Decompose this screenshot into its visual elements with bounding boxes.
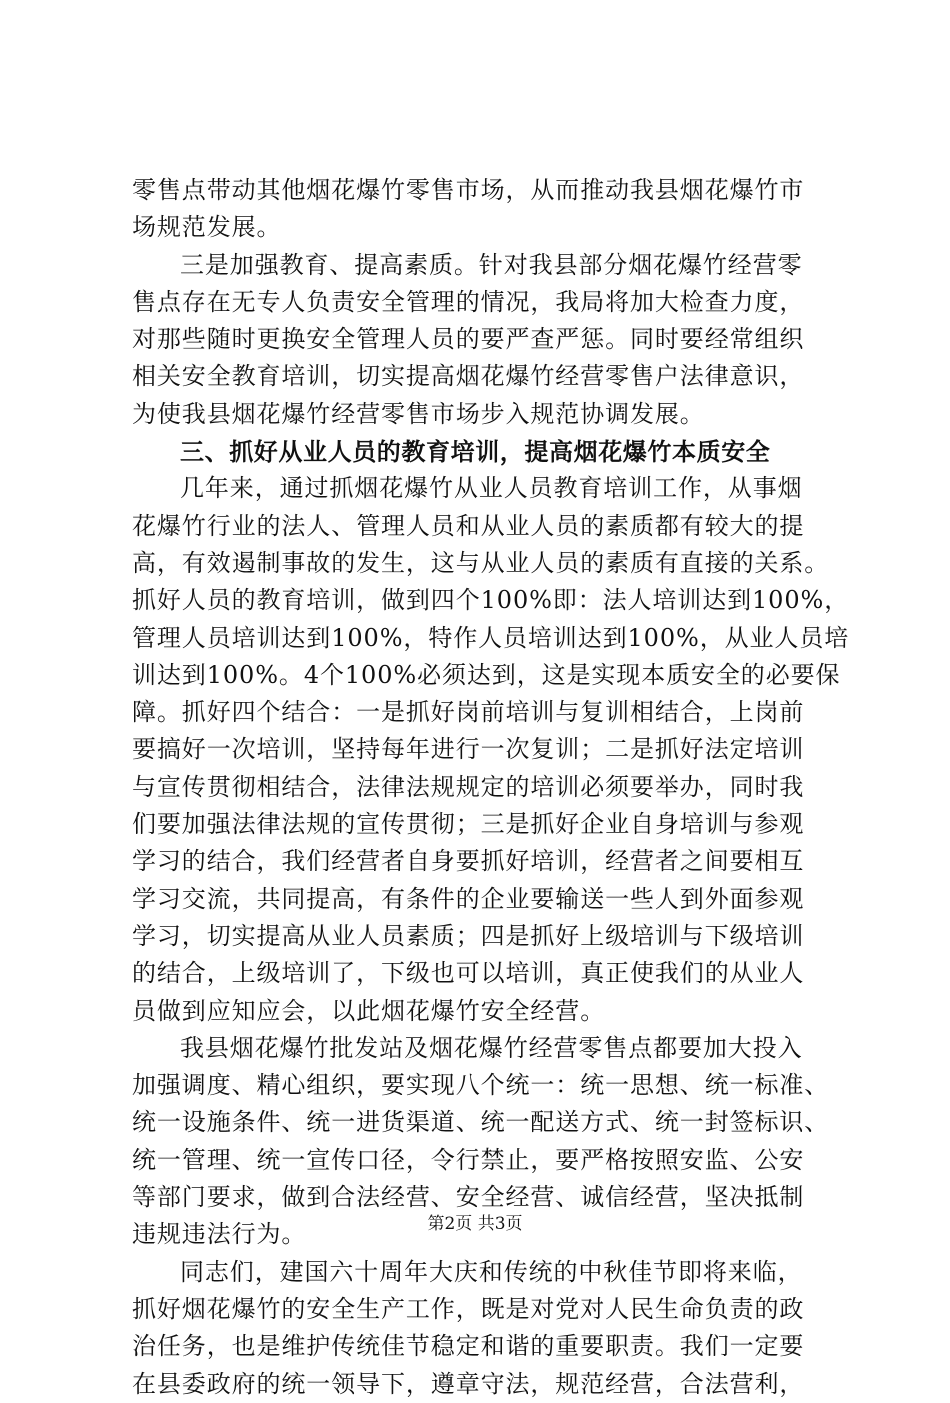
text-line: 抓好人员的教育培训，做到四个100%即：法人培训达到100%，	[132, 586, 850, 615]
text-line: 与宣传贯彻相结合，法律法规规定的培训必须要举办，同时我	[132, 772, 805, 801]
text-line: 违规违法行为。	[132, 1220, 307, 1249]
text-line: 员做到应知应会，以此烟花爆竹安全经营。	[132, 996, 606, 1025]
text-line: 统一设施条件、统一进货渠道、统一配送方式、统一封签标识、	[132, 1108, 830, 1137]
paragraph-start-line: 同志们，建国六十周年大庆和传统的中秋佳节即将来临，	[180, 1257, 803, 1286]
text-line: 对那些随时更换安全管理人员的要严查严惩。同时要经常组织	[132, 325, 805, 354]
text-line: 管理人员培训达到100%，特作人员培训达到100%，从业人员培	[132, 623, 850, 652]
page-number-footer: 第2页 共3页	[427, 1214, 523, 1234]
text-line: 学习的结合，我们经营者自身要抓好培训，经营者之间要相互	[132, 847, 805, 876]
text-line: 零售点带动其他烟花爆竹零售市场，从而推动我县烟花爆竹市	[132, 176, 805, 204]
text-line: 学习，切实提高从业人员素质；四是抓好上级培训与下级培训	[132, 921, 805, 950]
text-line: 相关安全教育培训，切实提高烟花爆竹经营零售户法律意识，	[132, 362, 805, 391]
text-line: 障。抓好四个结合：一是抓好岗前培训与复训相结合，上岗前	[132, 698, 805, 727]
section-heading: 三、抓好从业人员的教育培训，提高烟花爆竹本质安全	[180, 437, 771, 467]
paragraph-start-line: 三是加强教育、提高素质。针对我县部分烟花爆竹经营零	[180, 250, 803, 279]
text-line: 售点存在无专人负责安全管理的情况，我局将加大检查力度，	[132, 287, 805, 316]
text-line: 统一管理、统一宣传口径，令行禁止，要严格按照安监、公安	[132, 1145, 805, 1174]
text-line: 抓好烟花爆竹的安全生产工作，既是对党对人民生命负责的政	[132, 1294, 805, 1323]
text-line: 学习交流，共同提高，有条件的企业要输送一些人到外面参观	[132, 884, 805, 913]
text-line: 高，有效遏制事故的发生，这与从业人员的素质有直接的关系。	[132, 548, 830, 577]
text-line: 治任务，也是维护传统佳节稳定和谐的重要职责。我们一定要	[132, 1332, 805, 1361]
text-line: 的结合，上级培训了，下级也可以培训，真正使我们的从业人	[132, 959, 805, 988]
text-line: 在县委政府的统一领导下，遵章守法，规范经营，合法营利，	[132, 1369, 805, 1398]
text-line: 加强调度、精心组织，要实现八个统一：统一思想、统一标准、	[132, 1071, 830, 1100]
text-line: 训达到100%。4个100%必须达到，这是实现本质安全的必要保	[132, 660, 841, 689]
paragraph-start-line: 我县烟花爆竹批发站及烟花爆竹经营零售点都要加大投入	[180, 1033, 803, 1062]
text-line: 等部门要求，做到合法经营、安全经营、诚信经营，坚决抵制	[132, 1183, 805, 1212]
text-line: 场规范发展。	[132, 213, 282, 242]
paragraph-start-line: 几年来，通过抓烟花爆竹从业人员教育培训工作，从事烟	[180, 474, 803, 503]
text-line: 们要加强法律法规的宣传贯彻；三是抓好企业自身培训与参观	[132, 810, 805, 839]
text-line: 要搞好一次培训，坚持每年进行一次复训；二是抓好法定培训	[132, 735, 805, 764]
text-line: 花爆竹行业的法人、管理人员和从业人员的素质都有较大的提	[132, 511, 805, 540]
text-line: 为使我县烟花爆竹经营零售市场步入规范协调发展。	[132, 399, 705, 428]
